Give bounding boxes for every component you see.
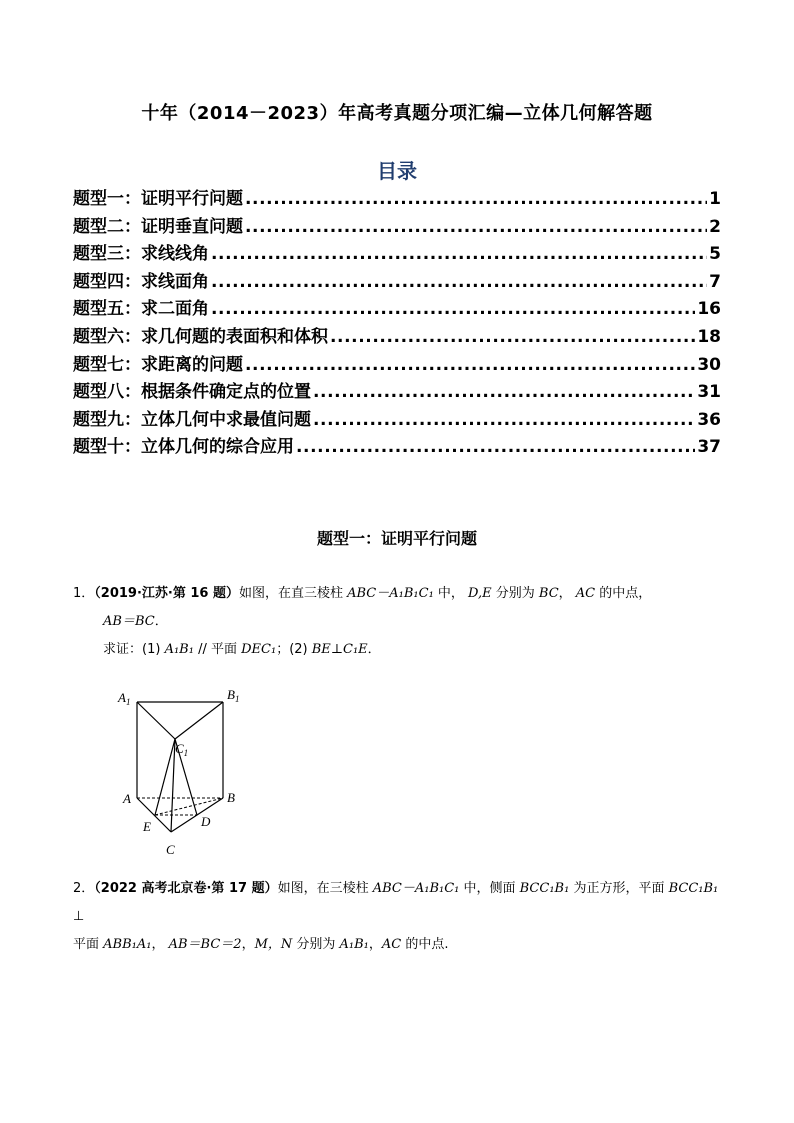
toc-heading: 目录 bbox=[377, 159, 417, 183]
math-expr: BC bbox=[538, 586, 559, 601]
toc-item-label: 题型四：求线面角 bbox=[73, 271, 209, 292]
toc-leader bbox=[313, 382, 695, 402]
problem-text: 平面 bbox=[73, 937, 104, 952]
problem-text: ；(2) bbox=[276, 642, 312, 657]
math-expr: BCC₁B₁ bbox=[668, 881, 719, 896]
math-expr: BCC₁B₁ bbox=[519, 881, 570, 896]
toc-leader bbox=[245, 217, 707, 237]
label-A1: $A_1$ bbox=[118, 690, 131, 707]
problem-text: 的中点， bbox=[595, 586, 652, 601]
toc-item[interactable] bbox=[73, 405, 721, 433]
problem-text: 中， bbox=[433, 586, 469, 601]
problem-1-condition bbox=[73, 608, 723, 636]
problem-2-statement-cont bbox=[73, 931, 723, 959]
label-B1: $B_1$ bbox=[227, 687, 240, 704]
toc-item-page: 5 bbox=[709, 244, 721, 265]
toc-item-page: 30 bbox=[697, 354, 721, 375]
problem-1-statement bbox=[73, 580, 723, 608]
prism-figure bbox=[115, 682, 265, 862]
toc-item-label: 题型九：立体几何中求最值问题 bbox=[73, 409, 311, 430]
toc-item[interactable] bbox=[73, 350, 721, 378]
problem-text: 如图，在直三棱柱 bbox=[238, 586, 348, 601]
toc-leader bbox=[330, 327, 695, 347]
table-of-contents bbox=[73, 184, 721, 460]
problem-text: 如图，在三棱柱 bbox=[277, 881, 373, 896]
math-expr: M，N bbox=[254, 937, 293, 952]
problem-text: ， bbox=[151, 937, 169, 952]
toc-item-label: 题型二：证明垂直问题 bbox=[73, 216, 243, 237]
document-title: 十年（2014－2023）年高考真题分项汇编—立体几何解答题 bbox=[141, 103, 653, 124]
toc-item-page: 31 bbox=[697, 382, 721, 403]
toc-item[interactable] bbox=[73, 377, 721, 405]
toc-item-page: 37 bbox=[697, 437, 721, 458]
math-expr: AB＝BC＝2 bbox=[168, 937, 242, 952]
toc-item[interactable] bbox=[73, 294, 721, 322]
math-expr: D,E bbox=[468, 586, 492, 601]
problem-text: ． bbox=[367, 642, 381, 657]
toc-leader bbox=[313, 410, 695, 430]
label-C1: $C_1$ bbox=[175, 741, 189, 758]
math-expr: AC bbox=[575, 586, 596, 601]
toc-item-label: 题型六：求几何题的表面积和体积 bbox=[73, 326, 328, 347]
problem-number: 1． bbox=[73, 586, 95, 601]
toc-leader bbox=[245, 189, 707, 209]
toc-item[interactable] bbox=[73, 239, 721, 267]
toc-item-page: 18 bbox=[697, 326, 721, 347]
toc-item-label: 题型十：立体几何的综合应用 bbox=[73, 437, 294, 458]
toc-item-label: 题型三：求线线角 bbox=[73, 244, 209, 265]
problem-text: 求证：(1) bbox=[103, 642, 165, 657]
toc-item-page: 16 bbox=[697, 299, 721, 320]
toc-leader bbox=[296, 437, 695, 457]
problem-2-statement bbox=[73, 875, 723, 931]
toc-item-label: 题型五：求二面角 bbox=[73, 299, 209, 320]
toc-leader bbox=[245, 355, 695, 375]
toc-item[interactable] bbox=[73, 432, 721, 460]
label-C: C bbox=[166, 842, 175, 857]
toc-item-page: 36 bbox=[697, 409, 721, 430]
problem-text: ， bbox=[368, 937, 382, 952]
toc-item[interactable] bbox=[73, 267, 721, 295]
math-expr: AC bbox=[381, 937, 402, 952]
math-expr: A₁B₁ bbox=[164, 642, 194, 657]
problem-text: // 平面 bbox=[193, 642, 242, 657]
problem-text: 中，侧面 bbox=[459, 881, 520, 896]
toc-item-page: 1 bbox=[709, 189, 721, 209]
problem-source: （2019·江苏·第 16 题） bbox=[94, 586, 239, 601]
toc-leader bbox=[211, 272, 707, 292]
toc-leader bbox=[211, 244, 707, 264]
problem-text: 的中点. bbox=[401, 937, 449, 952]
math-expr: A₁B₁ bbox=[339, 937, 369, 952]
math-expr: ABC－A₁B₁C₁ bbox=[372, 881, 460, 896]
problem-text: ⊥ bbox=[73, 909, 85, 924]
math-expr: ABC－A₁B₁C₁ bbox=[347, 586, 434, 601]
problem-text: ． bbox=[154, 614, 168, 629]
toc-item[interactable] bbox=[73, 322, 721, 350]
toc-item-page: 7 bbox=[709, 271, 721, 292]
math-expr: DEC₁ bbox=[241, 642, 277, 657]
edge-B1C1 bbox=[175, 702, 223, 739]
problem-text: ， bbox=[558, 586, 576, 601]
toc-item-page: 2 bbox=[709, 216, 721, 237]
edge-A1C1 bbox=[137, 702, 175, 739]
section-title: 题型一：证明平行问题 bbox=[316, 529, 477, 548]
problem-1 bbox=[73, 580, 723, 664]
problem-1-prove bbox=[73, 636, 723, 664]
toc-item-label: 题型一：证明平行问题 bbox=[73, 189, 243, 209]
problem-number: 2． bbox=[73, 881, 95, 896]
toc-item-label: 题型七：求距离的问题 bbox=[73, 354, 243, 375]
math-expr: ABB₁A₁ bbox=[103, 937, 152, 952]
label-A: A bbox=[123, 791, 131, 806]
label-E: E bbox=[143, 819, 151, 834]
label-B: B bbox=[227, 790, 235, 805]
problem-source: （2022 高考北京卷·第 17 题） bbox=[94, 881, 278, 896]
label-D: D bbox=[201, 814, 211, 829]
problem-text: 分别为 bbox=[292, 937, 340, 952]
edge-EB-hidden bbox=[155, 798, 223, 815]
problem-2 bbox=[73, 875, 723, 959]
toc-item[interactable] bbox=[73, 212, 721, 240]
math-expr: AB＝BC bbox=[103, 614, 155, 629]
toc-item-label: 题型八：根据条件确定点的位置 bbox=[73, 382, 311, 403]
toc-item[interactable] bbox=[73, 184, 721, 212]
problem-text: 为正方形，平面 bbox=[569, 881, 669, 896]
math-expr: BE⊥C₁E bbox=[311, 642, 368, 657]
problem-text: ， bbox=[241, 937, 255, 952]
problem-text: 分别为 bbox=[491, 586, 539, 601]
toc-leader bbox=[211, 299, 695, 319]
